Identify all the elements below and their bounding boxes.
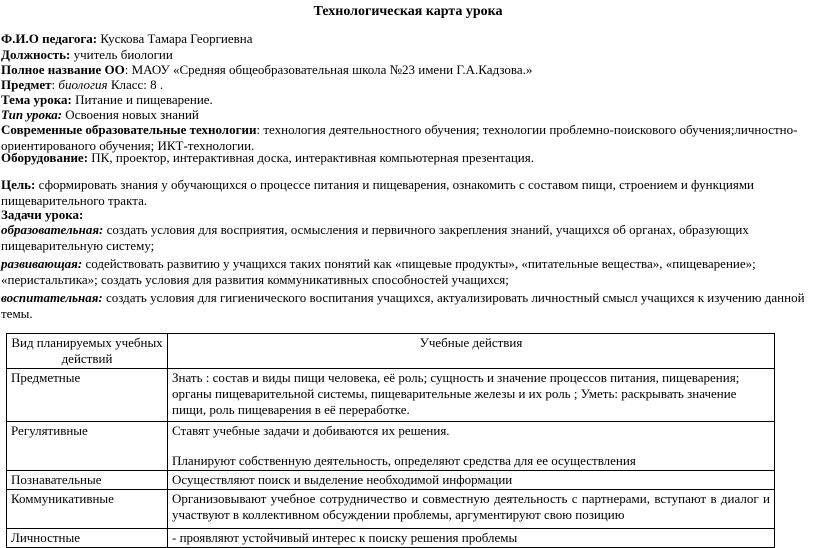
position-line <box>1 47 812 63</box>
goal-value: сформировать знания у обучающихся о процессе питания и пищеварения, ознакомить с составом пищи, строением и функциями пищеварительного тракта. <box>1 177 754 208</box>
school-line <box>1 62 812 78</box>
teacher-line <box>1 31 812 47</box>
topic-value: Питание и пищеварение. <box>71 92 213 107</box>
school-value: : МАОУ «Средняя общеобразовательная школа №23 имени Г.А.Кадзова.» <box>124 62 533 77</box>
task-developmental-value: содействовать развитию у учащихся таких понятий как «пищевые продукты», «питательные вещества», «пищеварение»; «перистальтика»; создать условия для развития коммуникативных способностей учащихся; <box>1 256 756 287</box>
tasks-label: Задачи урока: <box>1 207 84 222</box>
table-row <box>7 490 775 529</box>
task-upbringing-value: создать условия для гигиенического воспитания учащихся, актуализировать личностный смысл учащихся к изучению данной темы. <box>1 290 805 321</box>
row-kind-cell: Познавательные <box>7 471 168 490</box>
task-educational <box>1 222 812 254</box>
task-developmental <box>1 256 812 288</box>
document-title: Технологическая карта урока <box>313 4 503 19</box>
position-value: учитель биологии <box>70 47 173 62</box>
class-text: Класс: 8 . <box>107 77 164 92</box>
goal-line <box>1 177 812 209</box>
row-action-cell: - проявляют устойчивый интерес к поиску решения проблемы <box>168 529 775 548</box>
lesson-type-value: Освоения новых знаний <box>62 107 199 122</box>
topic-label: Тема урока: <box>1 92 72 107</box>
task-upbringing <box>1 290 812 322</box>
equipment-value: ПК, проектор, интерактивная доска, интерактивная компьютерная презентация. <box>88 150 534 165</box>
position-label: Должность: <box>1 47 71 62</box>
table-header-actions: Учебные действия <box>168 334 775 369</box>
row-action-cell: Знать : состав и виды пищи человека, её роль; сущность и значение процессов питания, пищеварения; органы пищеварительной системы, пищеварительные железы и их роль ; Уметь: раскрывать значение пищи, роль пищеварения в её переработке. <box>168 369 775 422</box>
topic-line <box>1 92 812 108</box>
table-row <box>7 422 775 471</box>
row-kind-cell: Личностные <box>7 529 168 548</box>
row-kind-cell: Регулятивные <box>7 422 168 471</box>
lesson-type-label: Тип урока: <box>1 107 63 122</box>
equipment-label: Оборудование: <box>1 150 89 165</box>
teacher-value: Кускова Тамара Георгиевна <box>97 31 253 46</box>
lesson-type-line <box>1 107 812 123</box>
subject-line <box>1 77 812 93</box>
equipment-line <box>1 150 812 166</box>
row-kind-cell: Предметные <box>7 369 168 422</box>
row-kind-cell: Коммуникативные <box>7 490 168 529</box>
technologies-value: : технология деятельностного обучения; технологии проблемно-поискового обучения;личностно-ориентированого обучения; ИКТ-технологии. <box>1 122 798 153</box>
school-label: Полное название ОО <box>1 62 125 77</box>
task-educational-label: образовательная: <box>1 222 104 237</box>
table-row <box>7 369 775 422</box>
goal-label: Цель: <box>1 177 36 192</box>
teacher-label: Ф.И.О педагога: <box>1 31 98 46</box>
technologies-label: Современные образовательные технологии <box>1 122 257 137</box>
row-action-line: Ставят учебные задачи и добиваются их решения. <box>172 423 450 438</box>
row-action-cell <box>168 422 775 471</box>
subject-colon: : <box>51 77 59 92</box>
subject-label: Предмет <box>1 77 52 92</box>
row-action-cell: Организовывают учебное сотрудничество и совместную деятельность с партнерами, вступают в диалог и участвуют в коллективном обсуждении проблемы, аргументируют свою позицию <box>168 490 775 529</box>
row-action-cell: Осуществляют поиск и выделение необходимой информации <box>168 471 775 490</box>
learning-actions-table <box>6 333 775 548</box>
tasks-heading <box>1 207 812 223</box>
task-developmental-label: развивающая: <box>1 256 83 271</box>
task-educational-value: создать условия для восприятия, осмысления и первичного закрепления знаний, учащихся об органах, образующих пищеварительную систему; <box>1 222 749 253</box>
table-header-kind: Вид планируемых учебных действий <box>7 334 168 369</box>
task-upbringing-label: воспитательная: <box>1 290 103 305</box>
subject-value: биология <box>58 77 108 92</box>
row-action-line: Планируют собственную деятельность, определяют средства для ее осуществления <box>172 453 636 468</box>
table-row <box>7 471 775 490</box>
table-header-row <box>7 334 775 369</box>
